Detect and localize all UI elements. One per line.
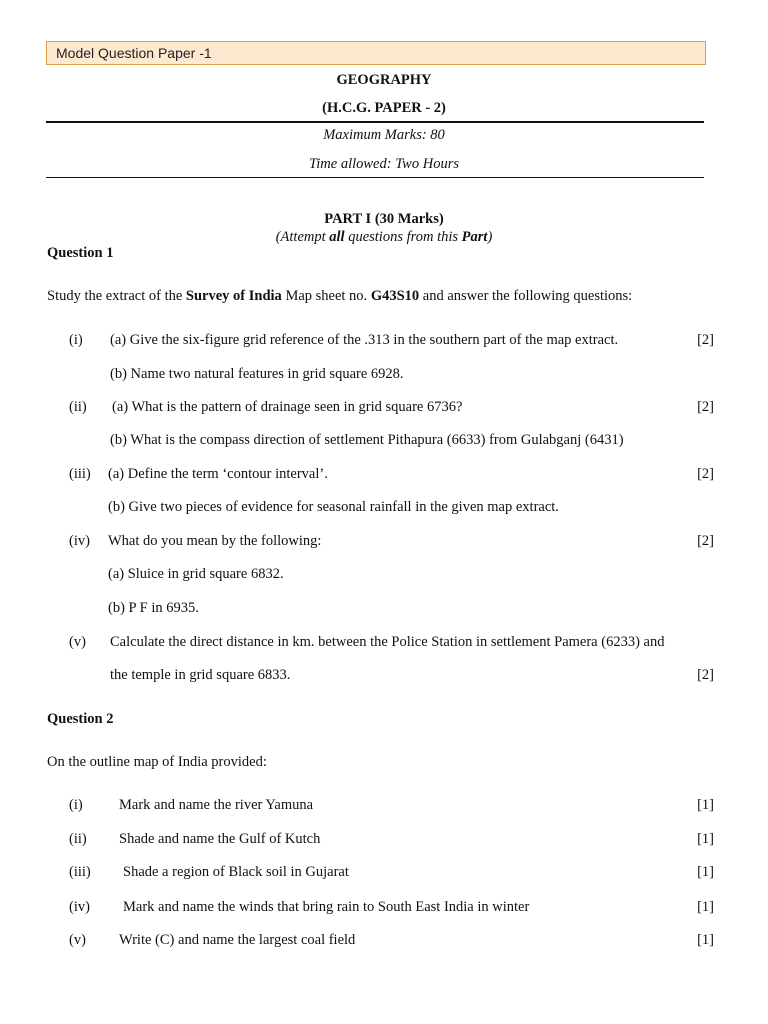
q2-item-number: (v) [69, 932, 86, 948]
top-rule [46, 121, 704, 123]
max-marks: Maximum Marks: 80 [323, 127, 445, 143]
part-title: PART I (30 Marks) [324, 211, 444, 227]
q1-item-mark: [2] [697, 466, 714, 482]
q2-item-text: Write (C) and name the largest coal field [119, 932, 356, 948]
q2-heading: Question 2 [47, 711, 114, 727]
q2-item-text: Shade a region of Black soil in Gujarat [123, 864, 349, 880]
q1-item-mark: [2] [697, 667, 714, 683]
q1-item-subtext: (b) Name two natural features in grid square 6928. [110, 366, 404, 382]
part-instruction: (Attempt all questions from this Part) [275, 229, 493, 245]
q2-item-number: (iv) [69, 899, 90, 915]
q1-item-text: (a) Give the six-figure grid reference of the .313 in the southern part of the map extract. [110, 332, 619, 348]
q2-item-text: Shade and name the Gulf of Kutch [119, 831, 321, 847]
q2-item-mark: [1] [697, 831, 714, 847]
q1-item-number: (iii) [69, 466, 91, 482]
q1-item-number: (i) [69, 332, 83, 348]
q1-item-text: (a) Define the term ‘contour interval’. [108, 466, 328, 482]
q1-intro: Study the extract of the Survey of India Map sheet no. G43S10 and answer the following questions: [47, 288, 633, 304]
q1-item-text: Calculate the direct distance in km. between the Police Station in settlement Pamera (6233) and [110, 634, 665, 650]
q1-item-mark: [2] [697, 332, 714, 348]
banner-title: Model Question Paper -1 [56, 45, 212, 61]
q2-item-mark: [1] [697, 797, 714, 813]
paper-title: (H.C.G. PAPER - 2) [322, 100, 446, 116]
q1-item-text: (a) What is the pattern of drainage seen in grid square 6736? [112, 399, 463, 415]
subject-title: GEOGRAPHY [336, 72, 432, 88]
q1-heading: Question 1 [47, 245, 114, 261]
q2-item-number: (i) [69, 797, 83, 813]
q1-item-mark: [2] [697, 533, 714, 549]
q2-item-number: (ii) [69, 831, 87, 847]
q2-item-mark: [1] [697, 864, 714, 880]
q2-item-mark: [1] [697, 932, 714, 948]
time-allowed: Time allowed: Two Hours [309, 156, 459, 172]
q1-item-subtext: (b) P F in 6935. [108, 600, 199, 616]
q1-item-subtext: the temple in grid square 6833. [110, 667, 291, 683]
q2-intro: On the outline map of India provided: [47, 754, 267, 770]
q1-item-mark: [2] [697, 399, 714, 415]
q2-item-number: (iii) [69, 864, 91, 880]
q2-item-text: Mark and name the river Yamuna [119, 797, 314, 813]
q1-item-number: (v) [69, 634, 86, 650]
q1-item-subtext: (a) Sluice in grid square 6832. [108, 566, 284, 582]
q1-item-subtext: (b) What is the compass direction of settlement Pithapura (6633) from Gulabganj (6431) [110, 432, 624, 448]
q1-item-number: (ii) [69, 399, 87, 415]
q2-item-text: Mark and name the winds that bring rain to South East India in winter [123, 899, 530, 915]
banner-box [46, 41, 706, 65]
q1-item-number: (iv) [69, 533, 90, 549]
bottom-rule [46, 177, 704, 178]
q1-item-text: What do you mean by the following: [108, 533, 322, 549]
q2-item-mark: [1] [697, 899, 714, 915]
q1-item-subtext: (b) Give two pieces of evidence for seasonal rainfall in the given map extract. [108, 499, 559, 515]
